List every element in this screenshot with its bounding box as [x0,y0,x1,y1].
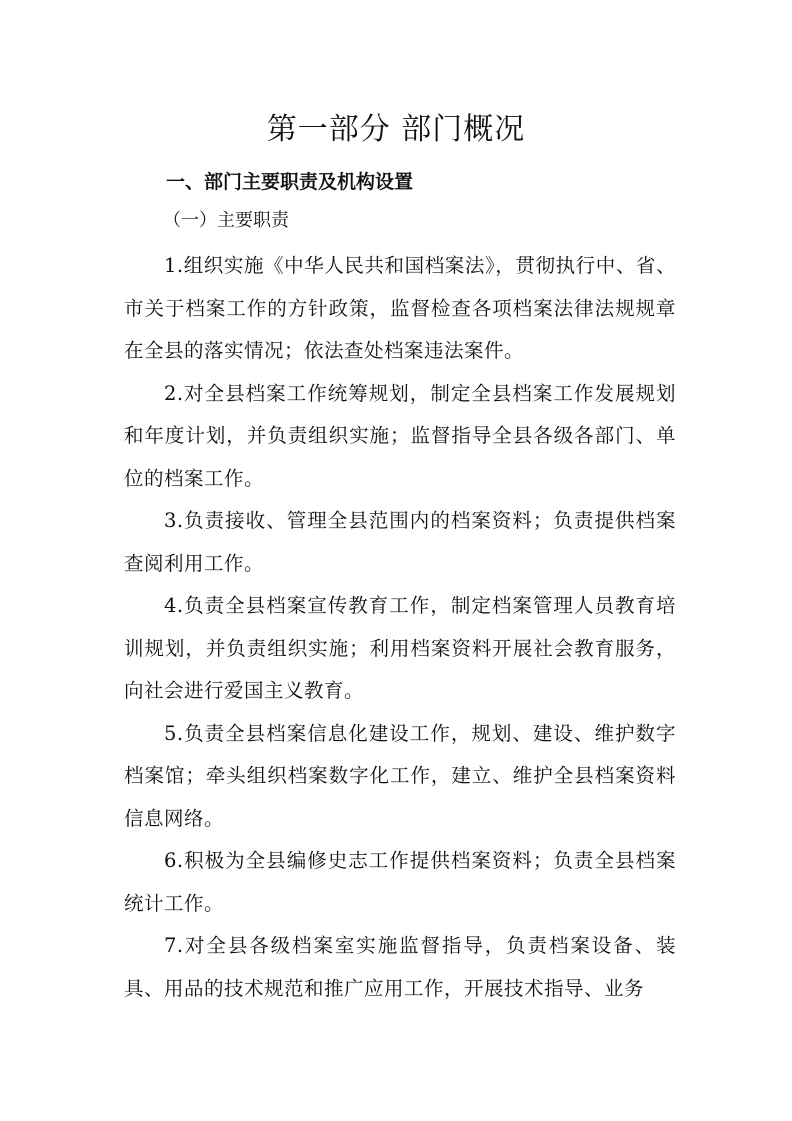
duty-item-2: 2.对全县档案工作统筹规划，制定全县档案工作发展规划和年度计划，并负责组织实施；监督指导全县各级各部门、单位的档案工作。 [124,381,676,490]
duty-item-5: 5.负责全县档案信息化建设工作，规划、建设、维护数字档案馆；牵头组织档案数字化工作，建立、维护全县档案资料信息网络。 [124,721,676,830]
duty-item-6: 6.积极为全县编修史志工作提供档案资料；负责全县档案统计工作。 [124,849,676,915]
duty-list [124,245,676,1010]
section-heading: 一、部门主要职责及机构设置 [166,171,414,193]
subsection-heading: （一）主要职责 [163,210,289,231]
duty-item-7: 7.对全县各级档案室实施监督指导，负责档案设备、装具、用品的技术规范和推广应用工作，开展技术指导、业务 [124,934,676,1000]
duty-item-1: 1.组织实施《中华人民共和国档案法》，贯彻执行中、省、市关于档案工作的方针政策，监督检查各项档案法律法规规章在全县的落实情况；依法查处档案违法案件。 [124,254,676,362]
duty-item-4: 4.负责全县档案宣传教育工作，制定档案管理人员教育培训规划，并负责组织实施；利用档案资料开展社会教育服务，向社会进行爱国主义教育。 [124,594,676,702]
duty-item-3: 3.负责接收、管理全县范围内的档案资料；负责提供档案查阅利用工作。 [124,509,676,575]
page-title: 第一部分 部门概况 [266,112,526,147]
